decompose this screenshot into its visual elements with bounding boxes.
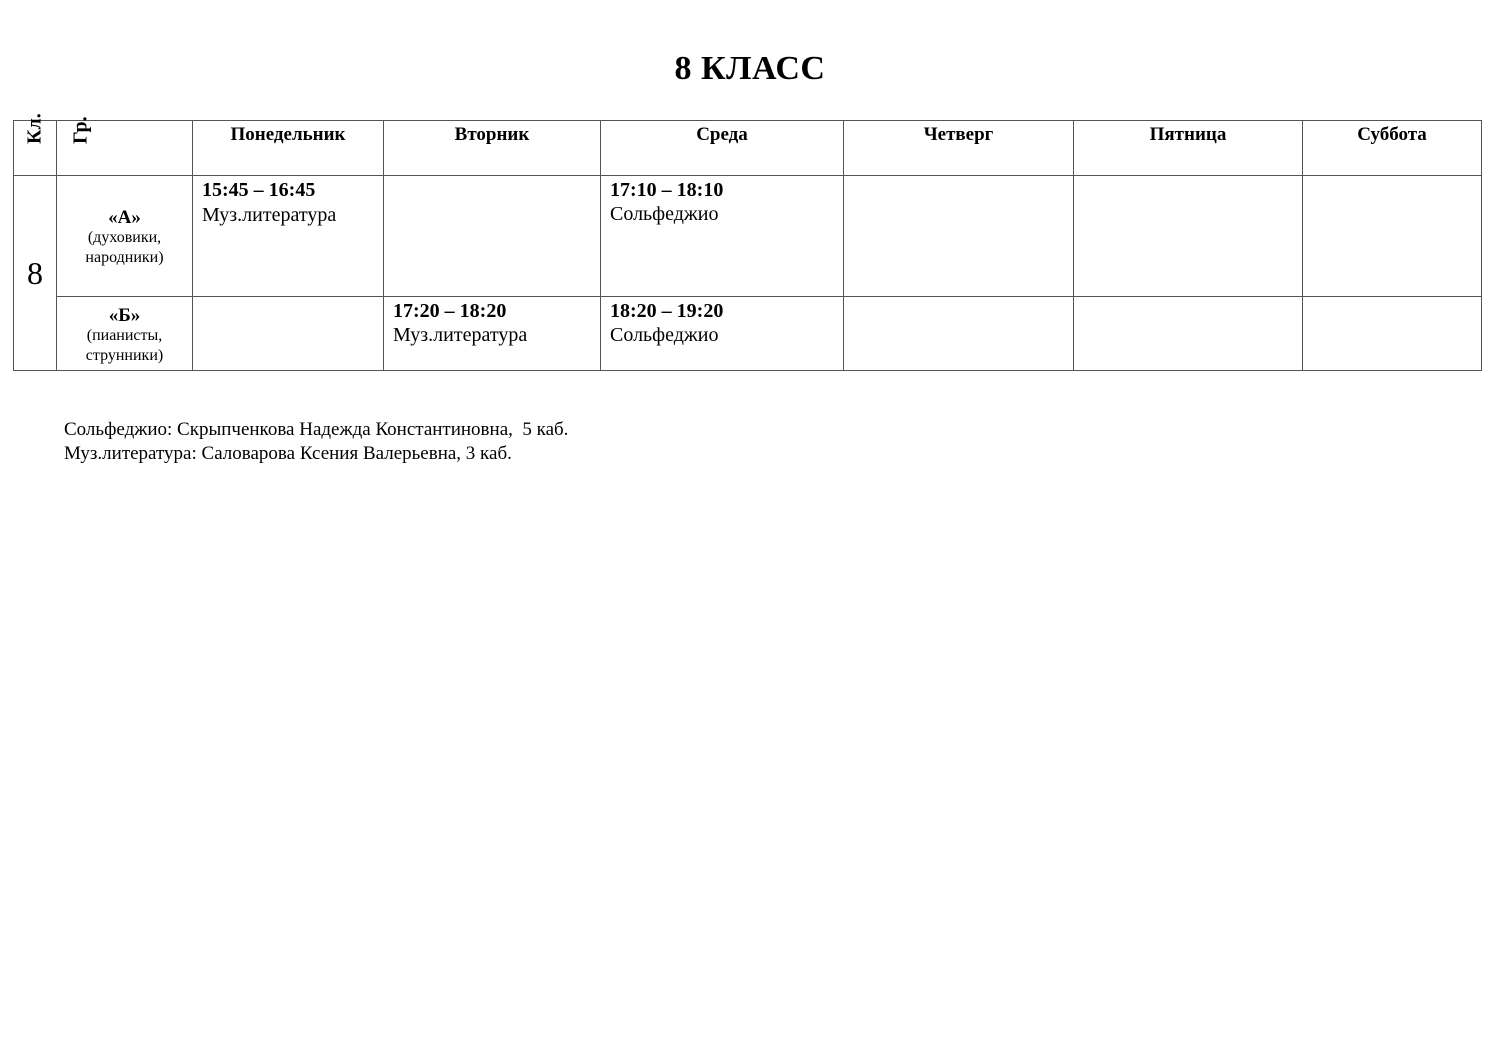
slot-subject: Муз.литература <box>202 204 337 226</box>
slot-b-monday <box>193 297 384 371</box>
slot-a-friday <box>1074 176 1303 297</box>
header-day-tuesday: Вторник <box>384 121 601 176</box>
header-day-friday: Пятница <box>1074 121 1303 176</box>
slot-b-saturday <box>1303 297 1482 371</box>
slot-time: 15:45 – 16:45 <box>202 179 316 201</box>
group-cell-a <box>57 176 193 297</box>
slot-b-thursday <box>844 297 1074 371</box>
table-row-group-b <box>14 297 1482 371</box>
header-row <box>14 121 1482 176</box>
class-number: 8 <box>14 176 57 371</box>
group-name: «А» <box>108 207 141 228</box>
slot-a-monday <box>193 176 384 297</box>
slot-time: 17:10 – 18:10 <box>610 179 724 201</box>
group-desc-line1: (духовики, <box>87 229 162 246</box>
slot-a-wednesday <box>601 176 844 297</box>
group-desc-line1: (пианисты, <box>86 326 163 344</box>
header-class-label: Кл. <box>23 113 46 144</box>
slot-subject: Сольфеджио <box>610 203 719 225</box>
group-cell-b <box>57 297 193 371</box>
slot-b-tuesday <box>384 297 601 371</box>
slot-a-thursday <box>844 176 1074 297</box>
header-day-wednesday: Среда <box>601 121 844 176</box>
schedule-table <box>13 113 1482 371</box>
slot-b-wednesday <box>601 297 844 371</box>
slot-b-friday <box>1074 297 1303 371</box>
slot-subject: Сольфеджио <box>610 324 719 346</box>
header-class-cell <box>14 113 57 176</box>
header-day-monday: Понедельник <box>193 121 384 176</box>
header-group-cell <box>57 116 193 176</box>
table-row-group-a <box>14 176 1482 297</box>
note-music-literature: Муз.литература: Саловарова Ксения Валерьевна, 3 каб. <box>64 443 512 464</box>
slot-a-tuesday <box>384 176 601 297</box>
teacher-notes <box>64 418 568 466</box>
header-group-label: Гр. <box>69 116 92 144</box>
page-title: 8 КЛАСС <box>674 50 826 87</box>
header-day-saturday: Суббота <box>1303 121 1482 176</box>
group-name: «Б» <box>108 304 141 326</box>
slot-a-saturday <box>1303 176 1482 297</box>
header-day-thursday: Четверг <box>844 121 1074 176</box>
note-solfeggio: Сольфеджио: Скрыпченкова Надежда Константиновна, 5 каб. <box>64 419 569 440</box>
group-desc-line2: струнники) <box>85 346 164 364</box>
group-desc-line2: народники) <box>85 249 164 266</box>
slot-subject: Муз.литература <box>393 324 528 346</box>
slot-time: 17:20 – 18:20 <box>393 300 507 322</box>
slot-time: 18:20 – 19:20 <box>610 300 724 322</box>
